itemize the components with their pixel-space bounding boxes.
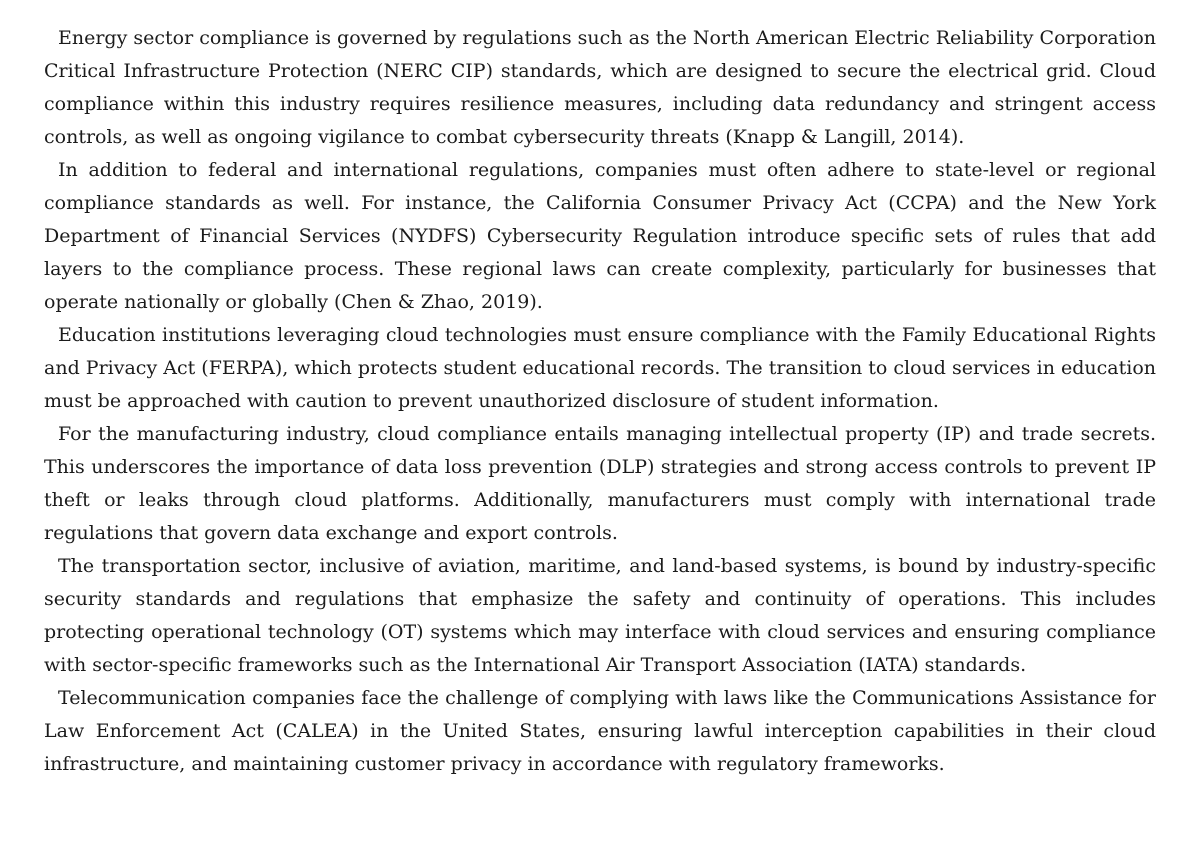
document-body [44,22,1156,781]
paragraph-education: Education institutions leveraging cloud technologies must ensure compliance with the Family Educational Rights and Privacy Act (FERPA), which protects student educational records. The transition to cloud services in education must be approached with caution to prevent unauthorized disclosure of student information. [44,324,1156,412]
paragraph-telecommunication: Telecommunication companies face the challenge of complying with laws like the Communications Assistance for Law Enforcement Act (CALEA) in the United States, ensuring lawful interception capabilities in their cloud infrastructure, and maintaining customer privacy in accordance with regulatory frameworks. [44,687,1156,775]
paragraph-regional-regulations: In addition to federal and international regulations, companies must often adhere to state-level or regional compliance standards as well. For instance, the California Consumer Privacy Act (CCPA) and the New York Department of Financial Services (NYDFS) Cybersecurity Regulation introduce specific sets of rules that add layers to the compliance process. These regional laws can create complexity, particularly for businesses that operate nationally or globally (Chen & Zhao, 2019). [44,159,1156,313]
paragraph-transportation: The transportation sector, inclusive of aviation, maritime, and land-based systems, is bound by industry-specific security standards and regulations that emphasize the safety and continuity of operations. This includes protecting operational technology (OT) systems which may interface with cloud services and ensuring compliance with sector-specific frameworks such as the International Air Transport Association (IATA) standards. [44,555,1156,676]
paragraph-energy-sector: Energy sector compliance is governed by regulations such as the North American Electric Reliability Corporation Critical Infrastructure Protection (NERC CIP) standards, which are designed to secure the electrical grid. Cloud compliance within this industry requires resilience measures, including data redundancy and stringent access controls, as well as ongoing vigilance to combat cybersecurity threats (Knapp & Langill, 2014). [44,27,1156,148]
paragraph-manufacturing: For the manufacturing industry, cloud compliance entails managing intellectual property (IP) and trade secrets. This underscores the importance of data loss prevention (DLP) strategies and strong access controls to prevent IP theft or leaks through cloud platforms. Additionally, manufacturers must comply with international trade regulations that govern data exchange and export controls. [44,423,1156,544]
